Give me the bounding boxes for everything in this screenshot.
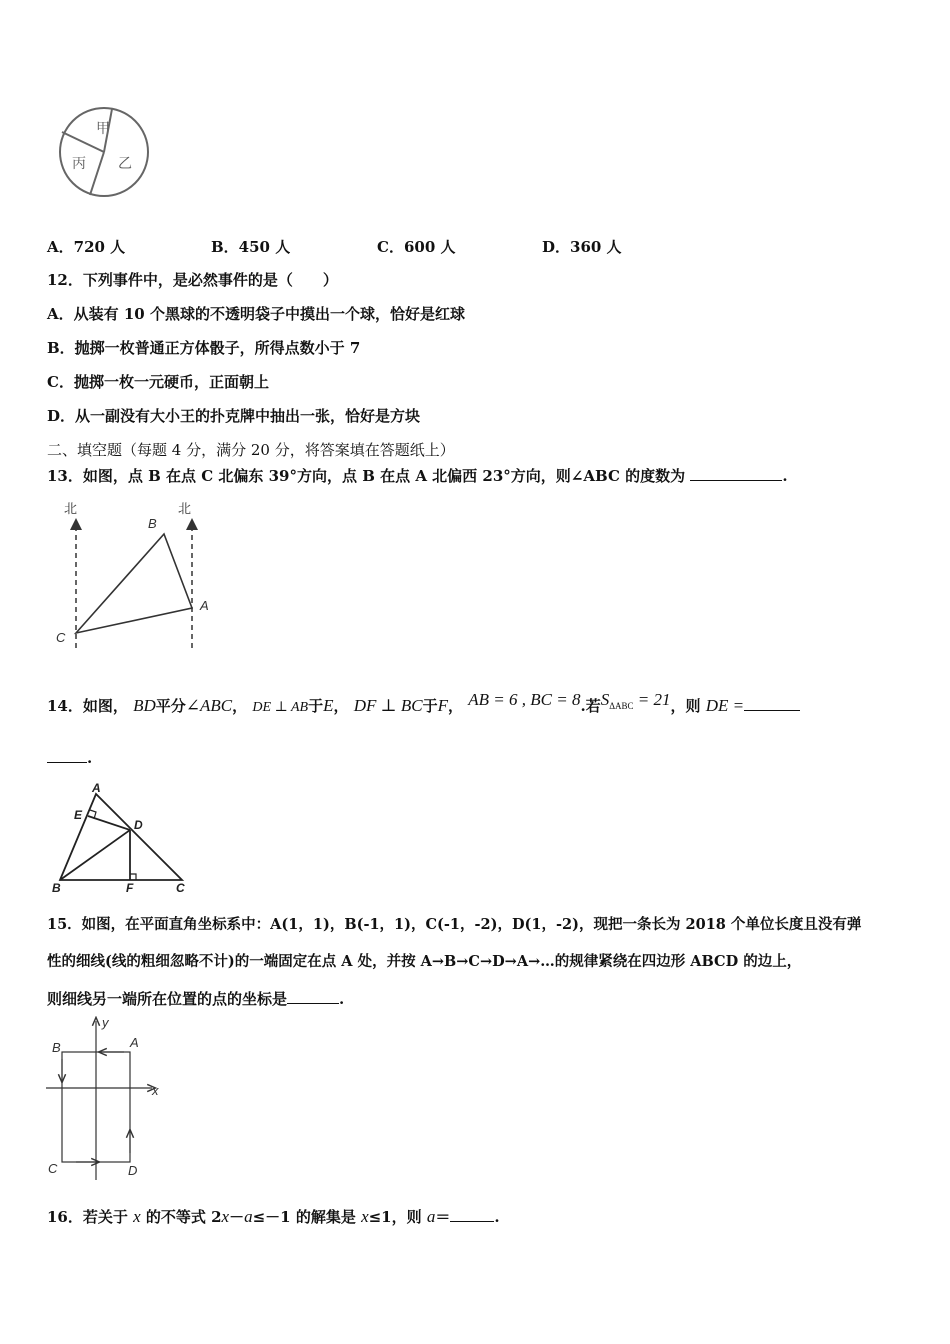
q14-df-bc: DF ⊥ BC (353, 696, 423, 715)
q15-label-b: B (52, 1040, 61, 1055)
q15-end: . (339, 990, 345, 1008)
q11-option-b: B．450 人 (211, 238, 291, 256)
q16-x3: x (361, 1207, 369, 1226)
q15-axis-x: x (152, 1083, 159, 1098)
q16-x2: x (221, 1207, 230, 1226)
q13-stem (47, 466, 788, 486)
q16-p3: － (229, 1208, 245, 1226)
q14-label-e: E (74, 808, 83, 822)
q14-lengths: AB = 6 , BC = 8 (468, 690, 581, 709)
q14-label-f: F (126, 881, 134, 894)
q14-c2: ， (333, 697, 349, 715)
q14-de-eq: DE = (705, 696, 745, 715)
q12-option-d: D．从一副没有大小王的扑克牌中抽出一张，恰好是方块 (47, 407, 421, 425)
q11-option-a: A．720 人 (47, 238, 126, 256)
q16-stem (47, 1207, 500, 1227)
q15-line1: 15．如图，在平面直角坐标系中：A(1，1)，B(-1，1)，C(-1，-2)，D(1，-2)，现把一条长为 2018 个单位长度且没有弹 (47, 916, 862, 933)
q11-option-c: C．600 人 (377, 238, 456, 256)
q13-label-a: A (200, 598, 209, 613)
q14-answer-blank-cont[interactable] (47, 748, 87, 763)
q12-option-a: A．从装有 10 个黑球的不透明袋子中摸出一个球，恰好是红球 (47, 305, 465, 323)
q15-figure (40, 1015, 170, 1185)
q14-num: 14．如图， (47, 697, 128, 715)
q14-e: E (323, 696, 334, 715)
q13-north-right: 北 (178, 501, 192, 516)
q11-option-d: D．360 人 (542, 238, 622, 256)
q14-s-sub: ΔABC (609, 701, 634, 711)
q14-bd: BD (133, 696, 156, 715)
q16-a2: a (426, 1207, 436, 1226)
q13-label-b: B (148, 516, 157, 531)
q14-de-ab: DE ⊥ AB (252, 700, 309, 715)
q14-label-a: A (92, 782, 101, 795)
q14-blank-cont (47, 748, 92, 768)
q14-s: S (600, 690, 610, 709)
q14-c3: ， (448, 697, 464, 715)
q15-line2: 性的细线(线的粗细忽略不计)的一端固定在点 A 处，并按 A→B→C→D→A→…的规律紧绕在四边形 ABCD 的边上， (47, 953, 802, 970)
q14-label-c: C (176, 881, 185, 894)
q15-label-a: A (130, 1035, 139, 1050)
q13-north-left: 北 (64, 501, 78, 516)
q14-label-b: B (52, 881, 61, 894)
q16-x1: x (133, 1207, 141, 1226)
q14-end: . (87, 749, 93, 767)
q13-text: 13．如图，点 B 在点 C 北偏东 39°方向，点 B 在点 A 北偏西 23°方向，则∠ABC 的度数为 (47, 467, 686, 485)
q16-a1: a (244, 1207, 253, 1226)
q15-answer-blank[interactable] (287, 989, 339, 1004)
q16-answer-blank[interactable] (450, 1207, 494, 1222)
q16-p5: ≤1，则 (368, 1208, 427, 1226)
q12-option-c: C．抛掷一枚一元硬币，正面朝上 (47, 373, 269, 391)
q14-area: = 21 (633, 690, 671, 709)
pie-figure (52, 105, 157, 200)
q14-abc: ∠ABC (185, 696, 233, 715)
q15-label-c: C (48, 1161, 58, 1176)
q14-answer-blank[interactable] (744, 696, 800, 711)
q14-figure (48, 782, 198, 894)
q15-line3 (47, 989, 344, 1009)
q14-t2: 于 (308, 697, 324, 715)
q14-t5: ，则 (670, 697, 701, 715)
q13-answer-blank[interactable] (690, 466, 782, 481)
q14-t1: 平分 (155, 697, 186, 715)
q15-line3-text: 则细线另一端所在位置的点的坐标是 (47, 990, 288, 1008)
q16-p2: 的不等式 2 (140, 1208, 222, 1226)
pie-label-jia: 甲 (96, 120, 110, 136)
section-title: 二、填空题（每题 4 分，满分 20 分，将答案填在答题纸上） (47, 441, 455, 459)
q15-axis-y: y (102, 1015, 109, 1030)
q13-label-c: C (56, 630, 66, 645)
q13-end: . (782, 467, 788, 485)
q14-label-d: D (134, 818, 143, 832)
q16-p1: 16．若关于 (47, 1208, 134, 1226)
q13-figure (48, 500, 218, 658)
q14-f: F (437, 696, 449, 715)
q14-t3: 于 (422, 697, 438, 715)
q12-stem: 12．下列事件中，是必然事件的是（ ） (47, 271, 338, 289)
q16-end: . (494, 1208, 500, 1226)
q16-p4: ≤－1 的解集是 (252, 1208, 362, 1226)
q16-p6: ＝ (435, 1208, 451, 1226)
pie-label-yi: 乙 (118, 155, 132, 171)
q15-label-d: D (128, 1163, 138, 1178)
q14-stem (47, 692, 800, 722)
q12-option-b: B．抛掷一枚普通正方体骰子，所得点数小于 7 (47, 339, 361, 357)
q14-t4: .若 (580, 697, 601, 715)
q14-c1: ， (232, 697, 248, 715)
pie-label-bing: 丙 (72, 155, 86, 171)
